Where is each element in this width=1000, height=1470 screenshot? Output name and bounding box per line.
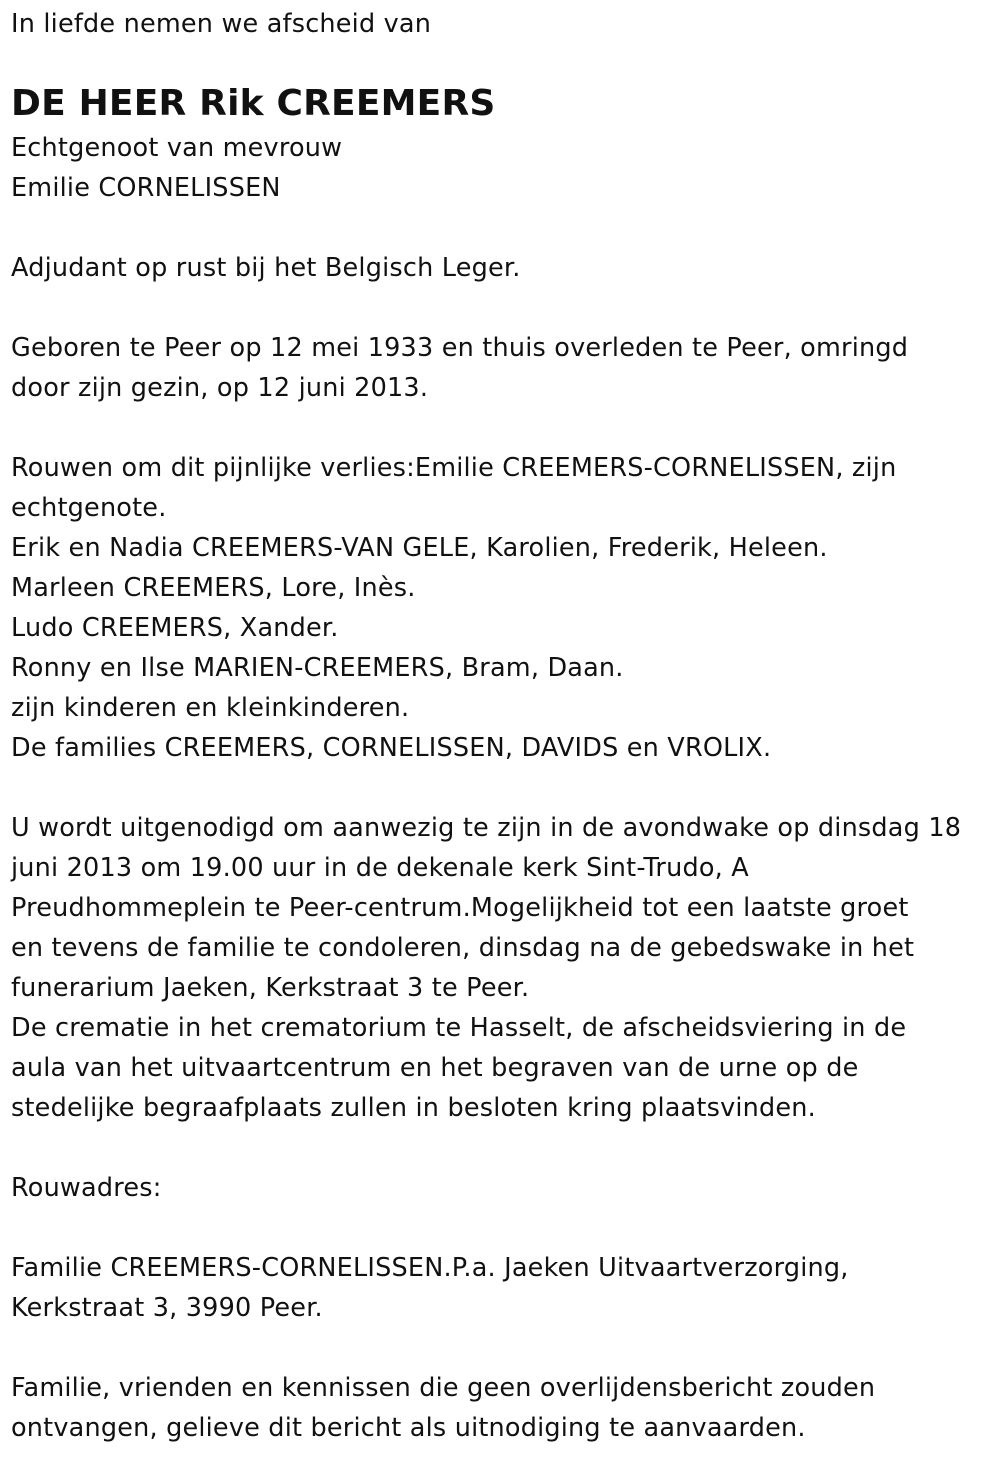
address-paragraph bbox=[11, 1248, 1000, 1328]
paragraph-line: ontvangen, gelieve dit bericht als uitnodiging te aanvaarden. bbox=[11, 1413, 806, 1443]
paragraph-line: Kerkstraat 3, 3990 Peer. bbox=[11, 1293, 323, 1323]
occupation-text: Adjudant op rust bij het Belgisch Leger. bbox=[11, 253, 521, 283]
deceased-name: DE HEER Rik CREEMERS bbox=[11, 83, 496, 124]
paragraph-line: en tevens de familie te condoleren, dinsdag na de gebedswake in het bbox=[11, 933, 915, 963]
paragraph-line: door zijn gezin, op 12 juni 2013. bbox=[11, 373, 429, 403]
intro-text: In liefde nemen we afscheid van bbox=[11, 9, 432, 39]
spouse-line-2: Emilie CORNELISSEN bbox=[11, 173, 281, 203]
paragraph-line: echtgenote. bbox=[11, 493, 167, 523]
address-label: Rouwadres: bbox=[11, 1173, 162, 1203]
paragraph-line: De crematie in het crematorium te Hasselt, de afscheidsviering in de bbox=[11, 1013, 907, 1043]
paragraph-line: stedelijke begraafplaats zullen in besloten kring plaatsvinden. bbox=[11, 1093, 816, 1123]
mourners-paragraph bbox=[11, 448, 1000, 768]
spacer bbox=[11, 408, 1000, 448]
spacer bbox=[11, 1328, 1000, 1368]
paragraph-line: Rouwen om dit pijnlijke verlies:Emilie CREEMERS-CORNELISSEN, zijn bbox=[11, 453, 897, 483]
birth-death-paragraph bbox=[11, 328, 1000, 408]
paragraph-line: Geboren te Peer op 12 mei 1933 en thuis overleden te Peer, omringd bbox=[11, 333, 909, 363]
paragraph-line: funerarium Jaeken, Kerkstraat 3 te Peer. bbox=[11, 973, 530, 1003]
spouse-line-1: Echtgenoot van mevrouw bbox=[11, 133, 343, 163]
paragraph-line: Ludo CREEMERS, Xander. bbox=[11, 613, 339, 643]
paragraph-line: Preudhommeplein te Peer-centrum.Mogelijkheid tot een laatste groet bbox=[11, 893, 909, 923]
paragraph-line: aula van het uitvaartcentrum en het begraven van de urne op de bbox=[11, 1053, 859, 1083]
spacer bbox=[11, 768, 1000, 808]
paragraph-line: De families CREEMERS, CORNELISSEN, DAVIDS en VROLIX. bbox=[11, 733, 772, 763]
paragraph-line: Erik en Nadia CREEMERS-VAN GELE, Karolien, Frederik, Heleen. bbox=[11, 533, 828, 563]
closing-paragraph bbox=[11, 1368, 1000, 1448]
spacer bbox=[11, 288, 1000, 328]
spacer bbox=[11, 1128, 1000, 1168]
paragraph-line: zijn kinderen en kleinkinderen. bbox=[11, 693, 410, 723]
paragraph-line: Familie CREEMERS-CORNELISSEN.P.a. Jaeken Uitvaartverzorging, bbox=[11, 1253, 849, 1283]
invitation-paragraph bbox=[11, 808, 1000, 1128]
spacer bbox=[11, 208, 1000, 248]
paragraph-line: U wordt uitgenodigd om aanwezig te zijn in de avondwake op dinsdag 18 bbox=[11, 813, 962, 843]
paragraph-line: Ronny en Ilse MARIEN-CREEMERS, Bram, Daan. bbox=[11, 653, 624, 683]
paragraph-line: Marleen CREEMERS, Lore, Inès. bbox=[11, 573, 416, 603]
spacer bbox=[11, 1208, 1000, 1248]
paragraph-line: Familie, vrienden en kennissen die geen overlijdensbericht zouden bbox=[11, 1373, 876, 1403]
paragraph-line: juni 2013 om 19.00 uur in de dekenale kerk Sint-Trudo, A bbox=[11, 853, 749, 883]
